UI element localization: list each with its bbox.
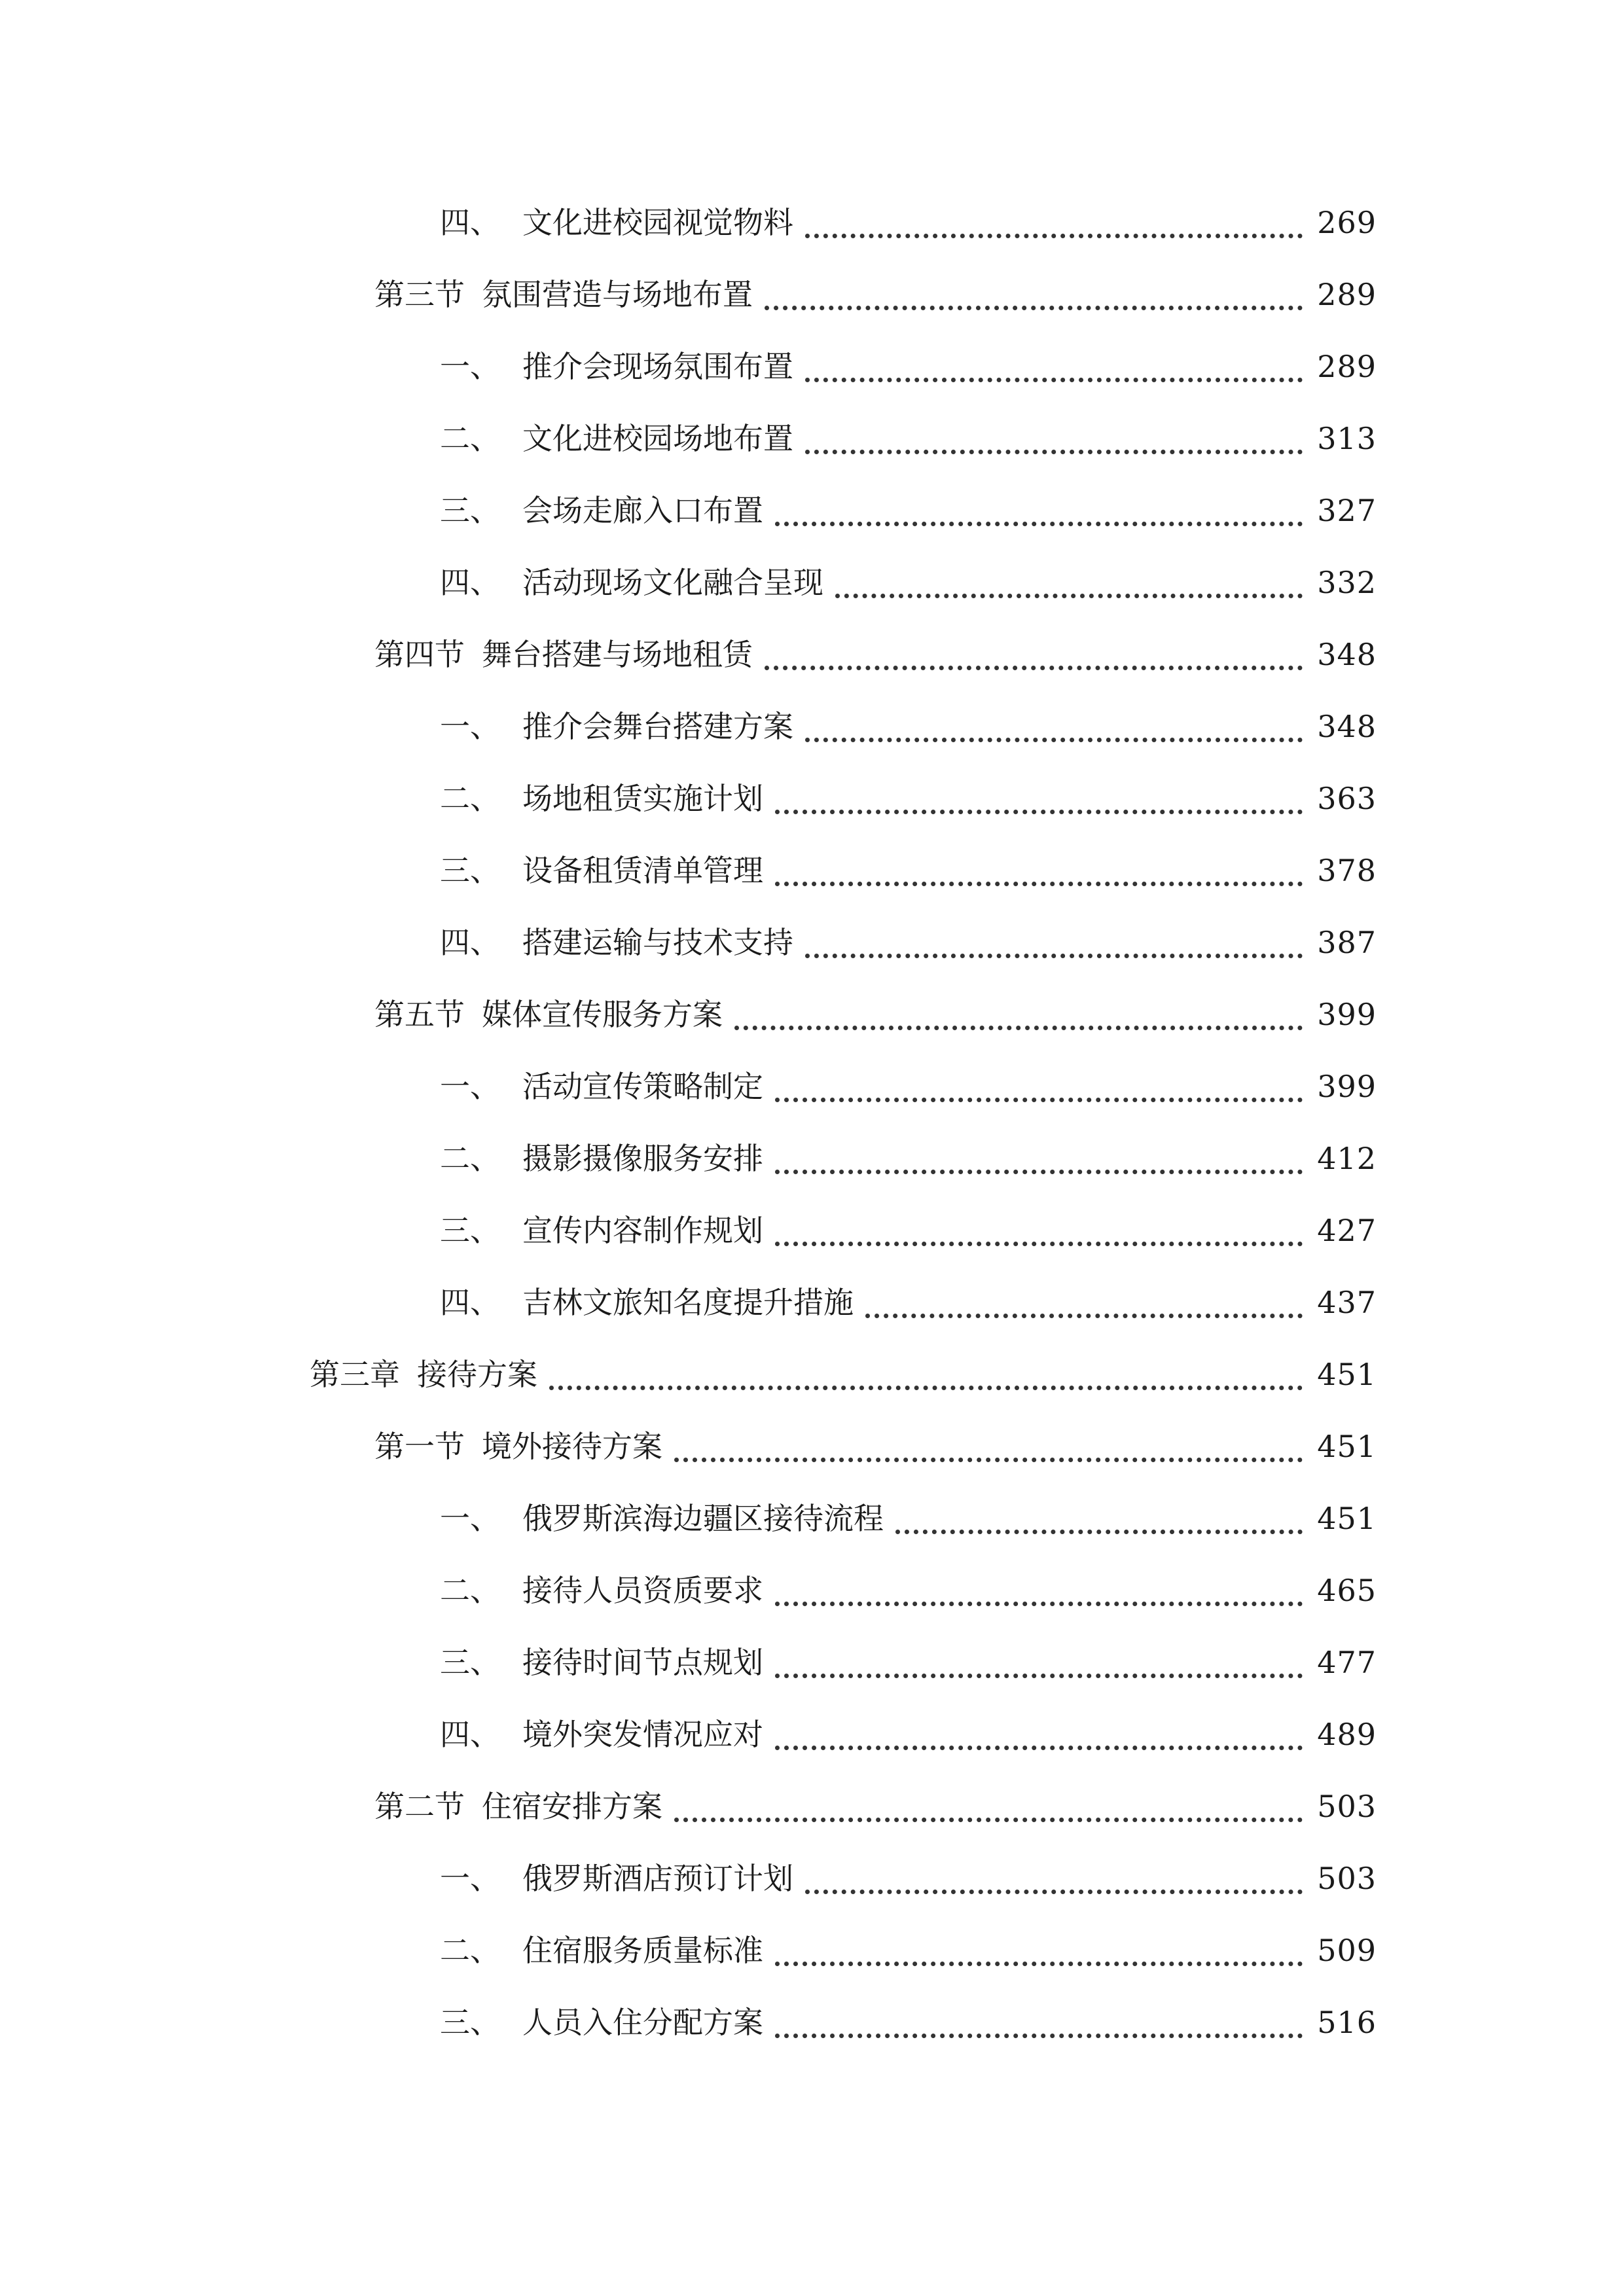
toc-dot-leader	[549, 1346, 1303, 1390]
toc-page-number: 489	[1317, 1717, 1377, 1752]
toc-entry-3[interactable]	[0, 331, 1624, 403]
toc-entry-24[interactable]	[0, 1842, 1624, 1914]
toc-entry-label	[440, 1139, 763, 1178]
toc-entry-title: 人员入住分配方案	[522, 2005, 763, 2040]
toc-entry-prefix: 二、	[440, 1933, 500, 1968]
toc-entry-label	[440, 1931, 763, 1970]
toc-entry-9[interactable]	[0, 762, 1624, 834]
toc-dot-leader	[835, 554, 1303, 598]
toc-entry-prefix: 第二节	[374, 1789, 465, 1824]
toc-entry-label	[440, 2003, 763, 2042]
toc-entry-title: 住宿安排方案	[482, 1789, 662, 1824]
toc-entry-prefix: 四、	[440, 925, 500, 960]
toc-entry-prefix: 二、	[440, 1573, 500, 1608]
toc-entry-prefix: 第一节	[374, 1429, 465, 1464]
toc-page-number: 269	[1317, 205, 1377, 240]
toc-entry-label	[374, 1787, 662, 1826]
toc-dot-leader	[775, 1130, 1303, 1174]
toc-page-number: 451	[1317, 1429, 1377, 1464]
toc-entry-title: 俄罗斯酒店预订计划	[522, 1861, 793, 1896]
toc-entry-title: 文化进校园视觉物料	[522, 205, 793, 240]
toc-page-number: 516	[1317, 2005, 1377, 2040]
toc-entry-title: 活动宣传策略制定	[522, 1069, 763, 1104]
toc-entry-15[interactable]	[0, 1194, 1624, 1266]
toc-dot-leader	[674, 1418, 1303, 1462]
toc-entry-title: 氛围营造与场地布置	[482, 277, 753, 312]
toc-entry-prefix: 二、	[440, 421, 500, 456]
toc-dot-leader	[805, 410, 1303, 454]
toc-page-number: 465	[1317, 1573, 1377, 1608]
toc-entry-1[interactable]	[0, 187, 1624, 259]
toc-entry-title: 境外接待方案	[482, 1429, 662, 1464]
toc-entry-19[interactable]	[0, 1482, 1624, 1554]
toc-entry-8[interactable]	[0, 691, 1624, 762]
toc-entry-prefix: 二、	[440, 1141, 500, 1176]
toc-entry-prefix: 第四节	[374, 637, 465, 672]
toc-entry-12[interactable]	[0, 978, 1624, 1050]
toc-entry-label	[374, 275, 753, 314]
toc-entry-21[interactable]	[0, 1626, 1624, 1698]
toc-entry-10[interactable]	[0, 834, 1624, 906]
toc-dot-leader	[775, 1706, 1303, 1750]
toc-page-number: 477	[1317, 1645, 1377, 1680]
toc-page-number: 509	[1317, 1933, 1377, 1968]
toc-page-number: 348	[1317, 709, 1377, 744]
toc-dot-leader	[775, 770, 1303, 814]
toc-entry-prefix: 一、	[440, 1501, 500, 1536]
toc-entry-label	[440, 1715, 763, 1754]
toc-dot-leader	[805, 338, 1303, 382]
toc-entry-label	[374, 1427, 662, 1466]
toc-page-number: 437	[1317, 1285, 1377, 1320]
toc-entry-label	[440, 923, 793, 962]
toc-entry-14[interactable]	[0, 1122, 1624, 1194]
toc-entry-26[interactable]	[0, 1986, 1624, 2058]
toc-entry-label	[440, 1499, 884, 1538]
toc-entry-title: 住宿服务质量标准	[522, 1933, 763, 1968]
toc-entry-17[interactable]	[0, 1338, 1624, 1410]
toc-entry-label	[440, 203, 793, 242]
toc-entry-label	[440, 1859, 793, 1898]
toc-entry-title: 文化进校园场地布置	[522, 421, 793, 456]
toc-page-number: 451	[1317, 1357, 1377, 1392]
toc-entry-title: 接待时间节点规划	[522, 1645, 763, 1680]
toc-dot-leader	[674, 1778, 1303, 1822]
toc-entry-prefix: 第三节	[374, 277, 465, 312]
toc-dot-leader	[895, 1490, 1303, 1534]
toc-page-number: 332	[1317, 565, 1377, 600]
toc-entry-7[interactable]	[0, 619, 1624, 691]
toc-entry-prefix: 一、	[440, 1861, 500, 1896]
toc-entry-title: 场地租赁实施计划	[522, 781, 763, 816]
toc-entry-title: 境外突发情况应对	[522, 1717, 763, 1752]
toc-dot-leader	[765, 626, 1303, 670]
toc-entry-title: 会场走廊入口布置	[522, 493, 763, 528]
toc-page-number: 427	[1317, 1213, 1377, 1248]
toc-entry-prefix: 一、	[440, 1069, 500, 1104]
toc-entry-title: 俄罗斯滨海边疆区接待流程	[522, 1501, 884, 1536]
toc-entry-label	[440, 707, 793, 746]
toc-entry-prefix: 第三章	[310, 1357, 400, 1392]
toc-entry-18[interactable]	[0, 1410, 1624, 1482]
toc-page-number: 503	[1317, 1861, 1377, 1896]
toc-entry-label	[440, 1643, 763, 1682]
toc-dot-leader	[734, 986, 1303, 1030]
toc-entry-label	[440, 563, 823, 602]
toc-page-number: 378	[1317, 853, 1377, 888]
toc-page-number: 313	[1317, 421, 1377, 456]
toc-dot-leader	[775, 1994, 1303, 2038]
toc-entry-23[interactable]	[0, 1770, 1624, 1842]
toc-entry-label	[440, 1283, 854, 1322]
toc-entry-11[interactable]	[0, 906, 1624, 978]
toc-entry-20[interactable]	[0, 1554, 1624, 1626]
toc-entry-13[interactable]	[0, 1050, 1624, 1122]
toc-dot-leader	[775, 1634, 1303, 1678]
toc-entry-prefix: 三、	[440, 2005, 500, 2040]
toc-dot-leader	[805, 1850, 1303, 1894]
toc-entry-label	[440, 1571, 763, 1610]
toc-dot-leader	[775, 1058, 1303, 1102]
toc-entry-label	[374, 995, 723, 1034]
toc-entry-prefix: 二、	[440, 781, 500, 816]
toc-entry-prefix: 四、	[440, 1717, 500, 1752]
table-of-contents	[0, 187, 1624, 2058]
toc-entry-prefix: 四、	[440, 565, 500, 600]
toc-entry-prefix: 三、	[440, 1645, 500, 1680]
toc-entry-title: 推介会舞台搭建方案	[522, 709, 793, 744]
toc-entry-label	[440, 1211, 763, 1250]
toc-entry-title: 吉林文旅知名度提升措施	[522, 1285, 854, 1320]
toc-entry-label	[374, 635, 753, 674]
toc-entry-title: 接待方案	[417, 1357, 537, 1392]
toc-entry-prefix: 四、	[440, 1285, 500, 1320]
toc-dot-leader	[865, 1274, 1303, 1318]
toc-dot-leader	[775, 1922, 1303, 1966]
toc-entry-label	[440, 851, 763, 890]
toc-entry-label	[440, 1067, 763, 1106]
toc-dot-leader	[805, 194, 1303, 238]
toc-page-number: 399	[1317, 1069, 1377, 1104]
toc-entry-25[interactable]	[0, 1914, 1624, 1986]
toc-page-number: 451	[1317, 1501, 1377, 1536]
toc-entry-label	[440, 419, 793, 458]
toc-entry-title: 推介会现场氛围布置	[522, 349, 793, 384]
toc-page-number: 503	[1317, 1789, 1377, 1824]
toc-dot-leader	[775, 842, 1303, 886]
toc-page-number: 387	[1317, 925, 1377, 960]
toc-entry-22[interactable]	[0, 1698, 1624, 1770]
toc-dot-leader	[775, 1202, 1303, 1246]
toc-entry-title: 设备租赁清单管理	[522, 853, 763, 888]
toc-page-number: 412	[1317, 1141, 1377, 1176]
toc-entry-prefix: 四、	[440, 205, 500, 240]
toc-entry-6[interactable]	[0, 547, 1624, 619]
toc-entry-title: 接待人员资质要求	[522, 1573, 763, 1608]
toc-page-number: 399	[1317, 997, 1377, 1032]
toc-entry-prefix: 三、	[440, 493, 500, 528]
toc-entry-title: 舞台搭建与场地租赁	[482, 637, 753, 672]
toc-entry-title: 活动现场文化融合呈现	[522, 565, 823, 600]
toc-entry-title: 媒体宣传服务方案	[482, 997, 723, 1032]
toc-dot-leader	[805, 698, 1303, 742]
toc-entry-4[interactable]	[0, 403, 1624, 475]
toc-entry-label	[310, 1355, 537, 1394]
toc-dot-leader	[775, 1562, 1303, 1606]
toc-entry-title: 搭建运输与技术支持	[522, 925, 793, 960]
toc-entry-2[interactable]	[0, 259, 1624, 331]
toc-dot-leader	[775, 482, 1303, 526]
toc-page-number: 289	[1317, 277, 1377, 312]
toc-page-number: 348	[1317, 637, 1377, 672]
toc-entry-prefix: 三、	[440, 853, 500, 888]
toc-entry-5[interactable]	[0, 475, 1624, 547]
toc-dot-leader	[805, 914, 1303, 958]
toc-entry-prefix: 一、	[440, 709, 500, 744]
toc-page-number: 363	[1317, 781, 1377, 816]
toc-entry-title: 宣传内容制作规划	[522, 1213, 763, 1248]
toc-entry-label	[440, 347, 793, 386]
toc-page-number: 289	[1317, 349, 1377, 384]
toc-dot-leader	[765, 266, 1303, 310]
toc-entry-prefix: 三、	[440, 1213, 500, 1248]
toc-page-number: 327	[1317, 493, 1377, 528]
toc-entry-label	[440, 779, 763, 818]
toc-entry-16[interactable]	[0, 1266, 1624, 1338]
toc-entry-label	[440, 491, 763, 530]
toc-entry-prefix: 一、	[440, 349, 500, 384]
toc-entry-title: 摄影摄像服务安排	[522, 1141, 763, 1176]
toc-entry-prefix: 第五节	[374, 997, 465, 1032]
